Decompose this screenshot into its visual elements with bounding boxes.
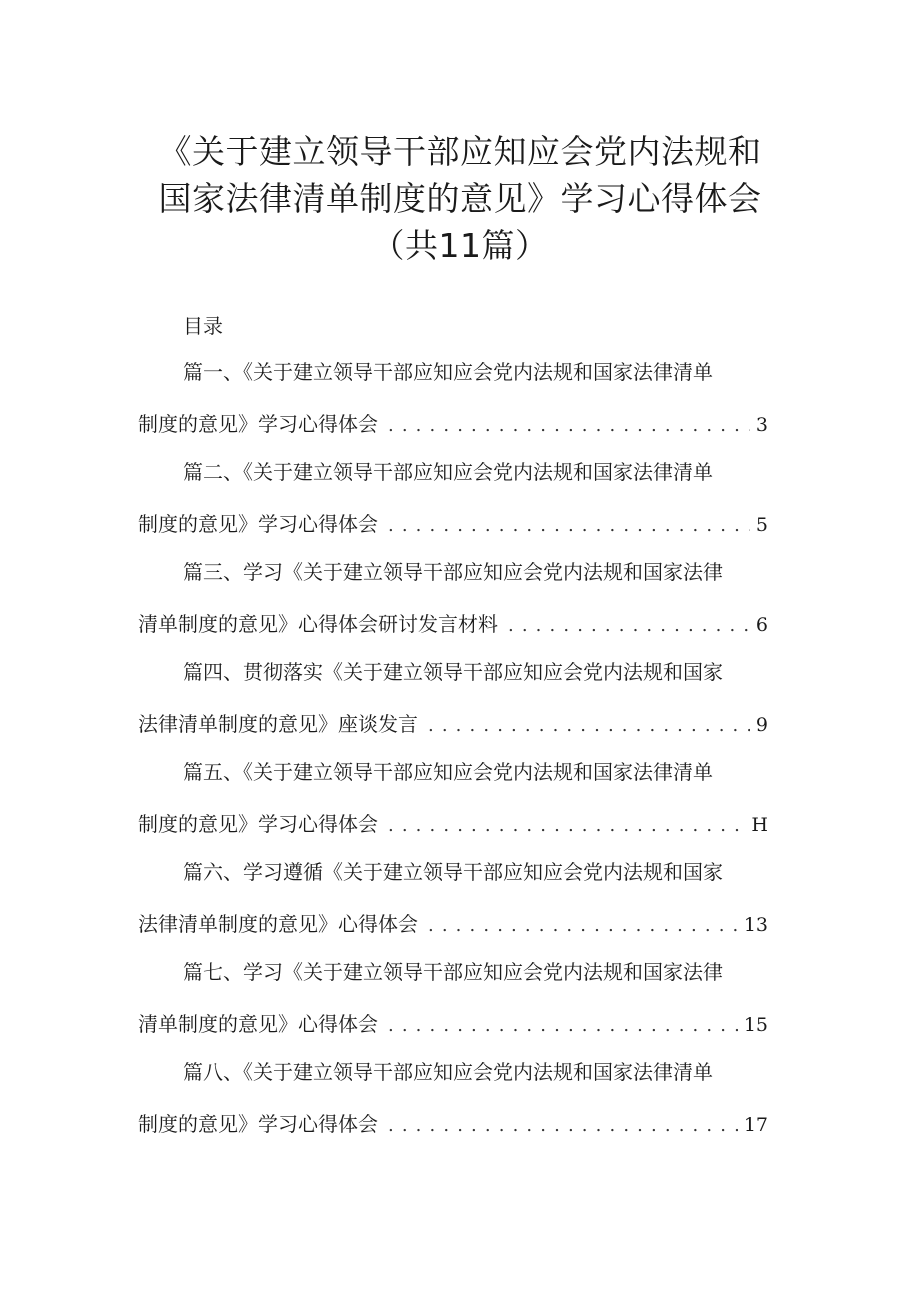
toc-entry-continuation — [138, 1009, 768, 1041]
toc-heading: 目录 — [183, 314, 223, 338]
toc-entry-title: 篇一、《关于建立领导干部应知应会党内法规和国家法律清单 — [183, 360, 713, 384]
toc-entry-title-cont: 法律清单制度的意见》心得体会 — [138, 912, 418, 936]
title-line-3: （共11篇） — [371, 226, 549, 265]
toc-entry-title: 篇六、学习遵循《关于建立领导干部应知应会党内法规和国家 — [183, 860, 723, 884]
toc-entry-continuation — [138, 509, 768, 541]
dot-leader — [388, 1011, 738, 1041]
toc-entry-6[interactable] — [138, 857, 778, 957]
toc-entry-title-cont: 制度的意见》学习心得体会 — [138, 812, 378, 836]
document-title — [90, 128, 830, 269]
dot-leader — [388, 1111, 738, 1141]
toc-page-number: 13 — [743, 914, 768, 936]
dot-leader — [388, 511, 750, 541]
toc-entry-title: 篇二、《关于建立领导干部应知应会党内法规和国家法律清单 — [183, 460, 713, 484]
toc-entry-7[interactable] — [138, 957, 778, 1057]
toc-page-number: 3 — [755, 414, 768, 436]
toc-entry-8[interactable] — [138, 1057, 778, 1157]
dot-leader — [388, 811, 745, 841]
toc-entry-continuation — [138, 1109, 768, 1141]
table-of-contents — [138, 357, 778, 1157]
toc-entry-title-cont: 制度的意见》学习心得体会 — [138, 512, 378, 536]
toc-entry-continuation — [138, 809, 768, 841]
toc-entry-5[interactable] — [138, 757, 778, 857]
toc-entry-title: 篇四、贯彻落实《关于建立领导干部应知应会党内法规和国家 — [183, 660, 723, 684]
toc-entry-continuation — [138, 409, 768, 441]
toc-entry-1[interactable] — [138, 357, 778, 457]
toc-entry-title-cont: 制度的意见》学习心得体会 — [138, 1112, 378, 1136]
dot-leader — [428, 911, 738, 941]
toc-entry-title-cont: 制度的意见》学习心得体会 — [138, 412, 378, 436]
title-line-1: 《关于建立领导干部应知应会党内法规和 — [158, 132, 762, 171]
toc-entry-2[interactable] — [138, 457, 778, 557]
dot-leader — [508, 611, 750, 641]
toc-entry-title-cont: 清单制度的意见》心得体会研讨发言材料 — [138, 612, 498, 636]
toc-entry-3[interactable] — [138, 557, 778, 657]
toc-entry-continuation — [138, 909, 768, 941]
toc-entry-4[interactable] — [138, 657, 778, 757]
toc-page-number: H — [751, 814, 768, 836]
dot-leader — [428, 711, 750, 741]
toc-page-number: 17 — [743, 1114, 768, 1136]
toc-entry-title: 篇三、学习《关于建立领导干部应知应会党内法规和国家法律 — [183, 560, 723, 584]
toc-entry-continuation — [138, 609, 768, 641]
toc-entry-title: 篇五、《关于建立领导干部应知应会党内法规和国家法律清单 — [183, 760, 713, 784]
toc-entry-title-cont: 法律清单制度的意见》座谈发言 — [138, 712, 418, 736]
toc-page-number: 6 — [755, 614, 768, 636]
toc-entry-continuation — [138, 709, 768, 741]
title-line-2: 国家法律清单制度的意见》学习心得体会 — [158, 179, 762, 218]
toc-page-number: 5 — [755, 514, 768, 536]
toc-page-number: 9 — [755, 714, 768, 736]
toc-page-number: 15 — [743, 1014, 768, 1036]
toc-entry-title: 篇七、学习《关于建立领导干部应知应会党内法规和国家法律 — [183, 960, 723, 984]
toc-entry-title: 篇八、《关于建立领导干部应知应会党内法规和国家法律清单 — [183, 1060, 713, 1084]
toc-entry-title-cont: 清单制度的意见》心得体会 — [138, 1012, 378, 1036]
dot-leader — [388, 411, 750, 441]
